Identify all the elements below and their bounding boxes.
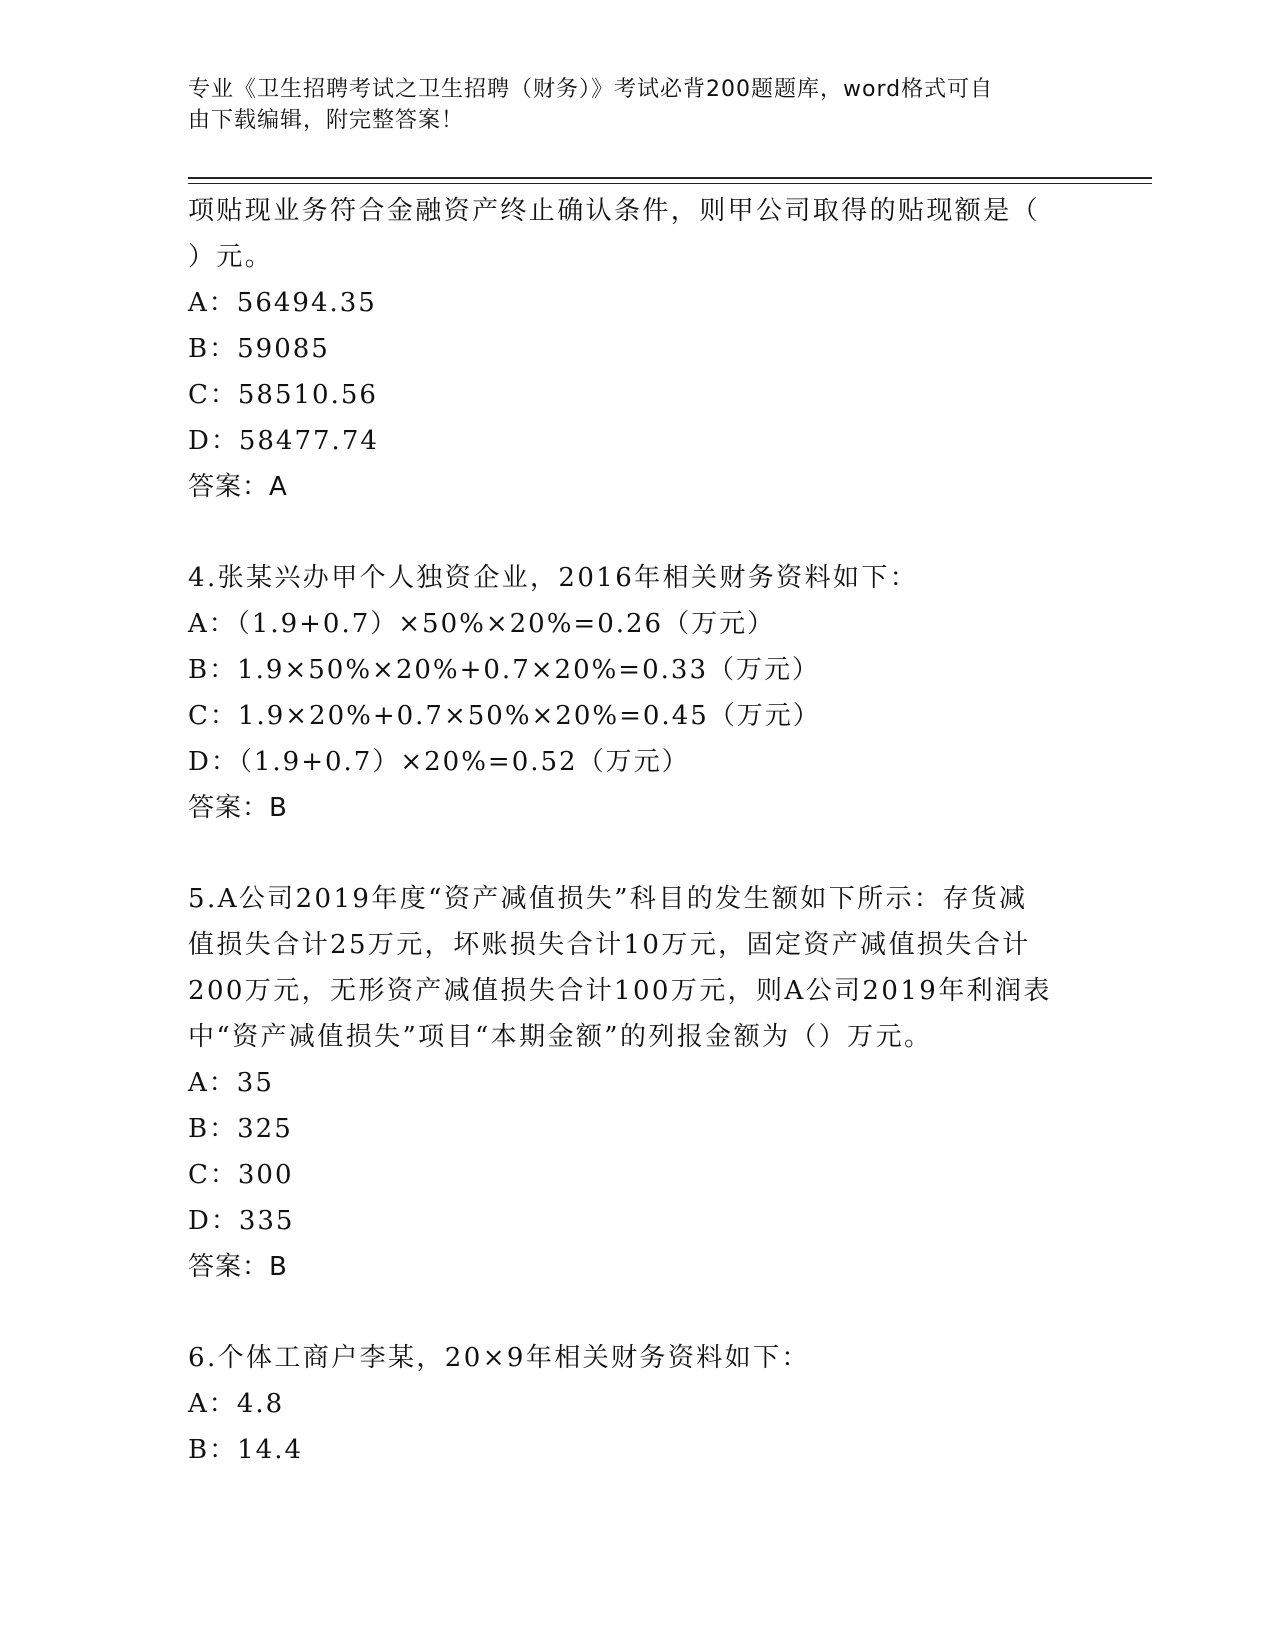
- question-stem-line: 项贴现业务符合金融资产终止确认条件，则甲公司取得的贴现额是（: [188, 196, 1041, 226]
- question-stem-line: ）元。: [188, 242, 274, 272]
- header-divider-bottom: [188, 183, 1152, 184]
- answer-line: 答案：A: [188, 472, 288, 502]
- option-a: A：56494.35: [188, 288, 377, 318]
- spacer: [188, 510, 1068, 555]
- question-3: [188, 188, 1068, 510]
- question-stem-line: 4.张某兴办甲个人独资企业，2016年相关财务资料如下：: [188, 563, 919, 593]
- option-b: B：1.9×50%×20%+0.7×20%=0.33（万元）: [188, 655, 820, 685]
- question-stem-line: 值损失合计25万元，坏账损失合计10万元，固定资产减值损失合计: [188, 930, 1031, 960]
- question-6: [188, 1335, 1068, 1473]
- option-c: C：1.9×20%+0.7×50%×20%=0.45（万元）: [188, 701, 821, 731]
- answer-line: 答案：B: [188, 1252, 288, 1282]
- question-list: [188, 188, 1068, 1473]
- option-a: A：4.8: [188, 1389, 285, 1419]
- header-line-2: 由下载编辑，附完整答案！: [188, 108, 465, 133]
- option-d: D：335: [188, 1206, 295, 1236]
- option-c: C：300: [188, 1160, 294, 1190]
- answer-line: 答案：B: [188, 793, 288, 823]
- spacer: [188, 831, 1068, 876]
- spacer: [188, 1290, 1068, 1335]
- header-line-1: 专业《卫生招聘考试之卫生招聘（财务）》考试必背200题题库，word格式可自: [188, 77, 994, 102]
- question-stem-line: 200万元，无形资产减值损失合计100万元，则A公司2019年利润表: [188, 976, 1052, 1006]
- option-c: C：58510.56: [188, 380, 378, 410]
- question-stem-line: 6.个体工商户李某，20×9年相关财务资料如下：: [188, 1343, 810, 1373]
- header-divider-top: [188, 177, 1152, 179]
- option-d: D：58477.74: [188, 426, 379, 456]
- option-a: A：（1.9+0.7）×50%×20%=0.26（万元）: [188, 609, 776, 639]
- option-b: B：325: [188, 1114, 293, 1144]
- question-5: [188, 876, 1068, 1290]
- question-stem-line: 5.A公司2019年度“资产减值损失”科目的发生额如下所示：存货减: [188, 884, 1028, 914]
- option-d: D：（1.9+0.7）×20%=0.52（万元）: [188, 747, 690, 777]
- option-b: B：14.4: [188, 1435, 303, 1465]
- option-a: A：35: [188, 1068, 274, 1098]
- document-header: [188, 74, 1068, 136]
- question-stem-line: 中“资产减值损失”项目“本期金额”的列报金额为（）万元。: [188, 1022, 933, 1052]
- question-4: [188, 555, 1068, 831]
- option-b: B：59085: [188, 334, 330, 364]
